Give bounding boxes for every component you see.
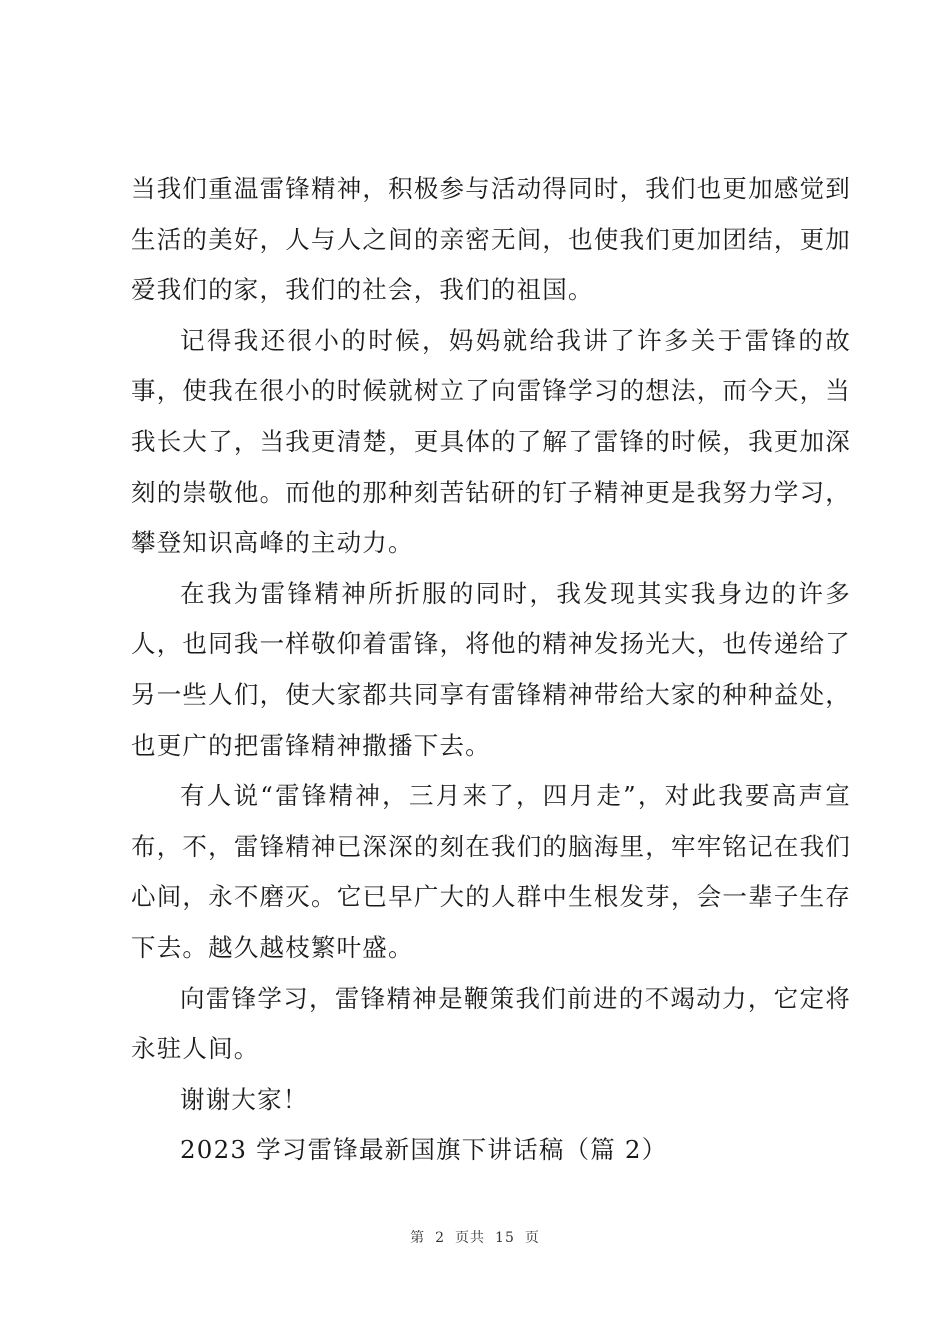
total-page-count: 15	[495, 1230, 515, 1246]
paragraph-3: 在我为雷锋精神所折服的同时，我发现其实我身边的许多人，也同我一样敬仰着雷锋，将他的精神发扬光大，也传递给了另一些人们，使大家都共同享有雷锋精神带给大家的种种益处，也更广的把雷锋精神撒播下去。	[131, 578, 851, 760]
current-page-number: 2	[435, 1230, 446, 1246]
footer-suffix: 页	[524, 1230, 540, 1246]
footer-middle: 页共	[455, 1230, 486, 1246]
paragraph-1: 当我们重温雷锋精神，积极参与活动得同时，我们也更加感觉到生活的美好，人与人之间的亲密无间，也使我们更加团结，更加爱我们的家，我们的社会，我们的祖国。	[131, 174, 851, 305]
document-body	[131, 164, 851, 1176]
paragraph-5: 向雷锋学习，雷锋精神是鞭策我们前进的不竭动力，它定将永驻人间。	[131, 983, 851, 1064]
paragraph-4: 有人说“雷锋精神，三月来了，四月走”，对此我要高声宣布，不，雷锋精神已深深的刻在我们的脑海里，牢牢铭记在我们心间，永不磨灭。它已早广大的人群中生根发芽，会一辈子生存下去。越久越枝繁叶盛。	[131, 781, 851, 962]
footer-prefix: 第	[410, 1230, 426, 1246]
paragraph-thanks: 谢谢大家！	[180, 1084, 309, 1114]
page-footer	[0, 1227, 950, 1247]
paragraph-2: 记得我还很小的时候，妈妈就给我讲了许多关于雷锋的故事，使我在很小的时候就树立了向雷锋学习的想法，而今天，当我长大了，当我更清楚，更具体的了解了雷锋的时候，我更加深刻的崇敬他。而他的那种刻苦钻研的钉子精神更是我努力学习，攀登知识高峰的主动力。	[131, 325, 851, 558]
section-heading: 2023 学习雷锋最新国旗下讲话稿（篇 2）	[180, 1135, 668, 1165]
